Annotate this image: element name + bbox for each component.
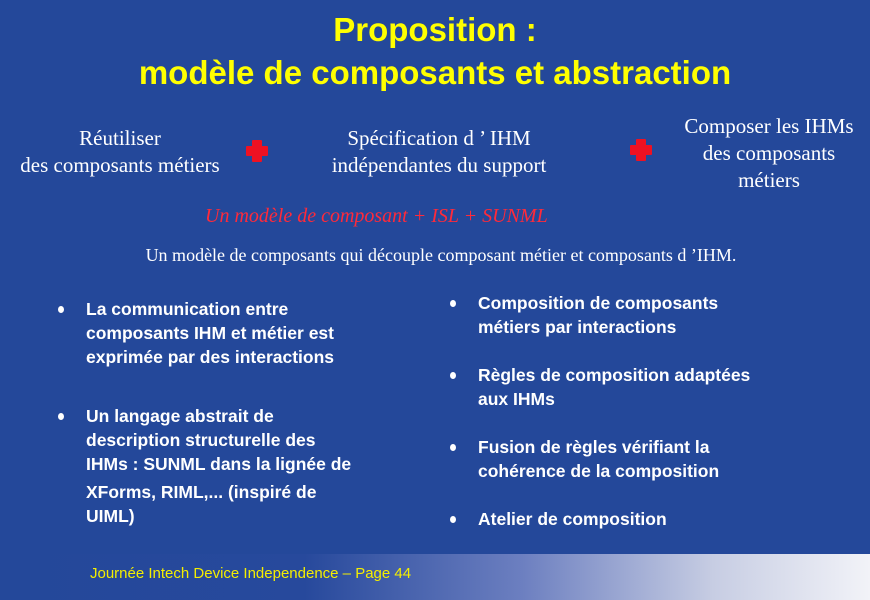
bullet-line: Composition de composants — [478, 293, 719, 313]
top-item-compose — [668, 113, 870, 194]
bullet-line: XForms, RIML,... (inspiré de — [86, 482, 317, 502]
bullet-dot-icon — [58, 306, 64, 313]
list-item — [450, 507, 870, 531]
bullet-line: composants IHM et métier est — [86, 323, 334, 343]
top-item-line: des composants — [702, 141, 836, 165]
list-item — [450, 291, 870, 339]
bullet-line: cohérence de la composition — [478, 461, 720, 481]
bullet-dot-icon — [450, 300, 456, 307]
bullet-dot-icon — [450, 516, 456, 523]
bullet-line: UIML) — [86, 506, 135, 526]
list-item — [58, 404, 418, 528]
list-item — [58, 297, 418, 369]
top-item-line: métiers — [738, 168, 800, 192]
title-line-1: Proposition : — [333, 11, 537, 48]
bullet-line: aux IHMs — [478, 389, 555, 409]
bullet-line: description structurelle des — [86, 430, 316, 450]
list-item — [450, 363, 870, 411]
plus-icon — [246, 140, 268, 162]
bullet-line: La communication entre — [86, 299, 289, 319]
bullet-line: exprimée par des interactions — [86, 347, 335, 367]
top-item-line: Réutiliser — [79, 126, 161, 150]
bullet-line: Un langage abstrait de — [86, 406, 274, 426]
top-item-line: des composants métiers — [20, 153, 220, 177]
top-item-line: Composer les IHMs — [684, 114, 854, 138]
bullet-line: métiers par interactions — [478, 317, 677, 337]
bullet-line: Règles de composition adaptées — [478, 365, 751, 385]
bullet-dot-icon — [450, 444, 456, 451]
bullet-dot-icon — [58, 413, 64, 420]
top-item-line: indépendantes du support — [331, 153, 547, 177]
top-item-reuse — [2, 125, 238, 179]
slide-title — [0, 8, 870, 94]
bullet-line: Atelier de composition — [478, 509, 667, 529]
model-formula: Un modèle de composant + ISL + SUNML — [205, 205, 548, 227]
footer-text: Journée Intech Device Independence – Page 44 — [90, 565, 412, 582]
bullet-line: Fusion de règles vérifiant la — [478, 437, 710, 457]
right-bullet-list — [450, 291, 870, 531]
subtitle: Un modèle de composants qui découple composant métier et composants d ’IHM. — [145, 245, 737, 265]
list-item — [450, 435, 870, 483]
bullet-line: IHMs : SUNML dans la lignée de — [86, 454, 352, 474]
plus-icon — [630, 139, 652, 161]
left-bullet-list — [58, 297, 418, 528]
top-item-specification — [310, 125, 568, 179]
bullet-dot-icon — [450, 372, 456, 379]
title-line-2: modèle de composants et abstraction — [138, 54, 732, 91]
top-item-line: Spécification d ’ IHM — [347, 126, 531, 150]
